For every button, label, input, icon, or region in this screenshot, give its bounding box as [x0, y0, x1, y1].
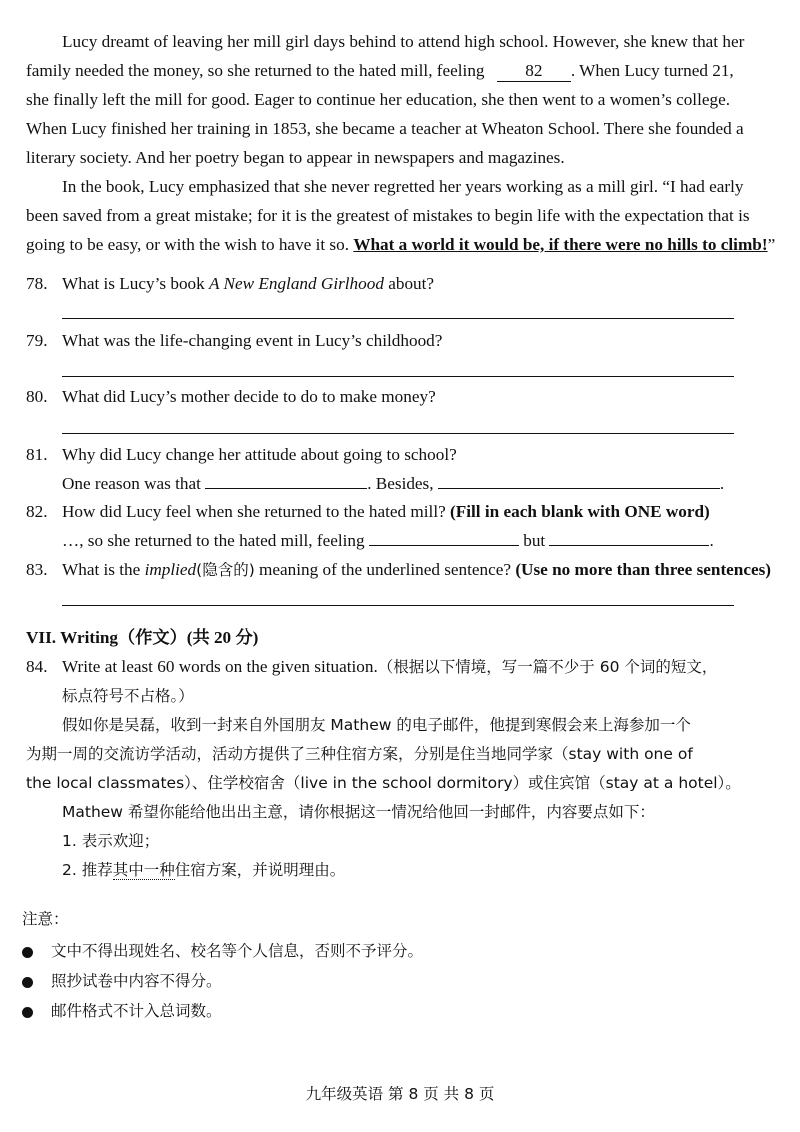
question-text: What is Lucy’s book	[62, 274, 205, 293]
answer-blank-81b[interactable]	[438, 470, 720, 489]
passage-line	[26, 231, 778, 260]
passage-text: going to be easy, or with the wish to have it so.	[26, 235, 350, 254]
notes-text: 照抄试卷中内容不得分。	[51, 972, 222, 990]
section-heading: VII. Writing（作文）(共 20 分)	[26, 628, 259, 647]
underlined-sentence: What a world it would be, if there were no hills to climb!	[353, 235, 768, 254]
question-cn: 标点符号不占格。）	[62, 687, 194, 705]
fill-text: but	[523, 531, 546, 550]
question-78	[26, 270, 778, 299]
question-number: 84.	[26, 657, 48, 676]
question-number: 79.	[26, 331, 48, 350]
question-text: How did Lucy feel when she returned to the hated mill?	[62, 502, 446, 521]
bullet-icon	[22, 977, 33, 988]
situation-text: 为期一周的交流访学活动，活动方提供了三种住宿方案，分别是住当地同学家（stay with one of	[26, 745, 693, 763]
passage-line	[26, 57, 778, 86]
question-82-fill	[62, 527, 778, 556]
page-footer	[0, 1080, 800, 1109]
question-text: What was the life-changing event in Lucy’s childhood?	[62, 331, 443, 350]
question-italic: implied	[144, 560, 197, 579]
passage-text: ”	[767, 235, 776, 254]
passage-line	[62, 173, 778, 202]
situation-line	[26, 769, 778, 798]
section-title	[26, 624, 778, 653]
question-text: about?	[388, 274, 435, 293]
question-83	[26, 556, 778, 585]
passage-line	[62, 28, 778, 57]
notes-text: 邮件格式不计入总词数。	[51, 1002, 222, 1020]
blank-82	[497, 61, 571, 82]
question-number: 80.	[26, 387, 48, 406]
passage-line	[26, 86, 778, 115]
question-number: 78.	[26, 274, 48, 293]
passage-text: Lucy dreamt of leaving her mill girl days behind to attend high school. However, she knew that her	[62, 32, 745, 51]
passage-text: she finally left the mill for good. Eager to continue her education, she then went to a women’s college.	[26, 90, 730, 109]
point-text: 1. 表示欢迎；	[62, 832, 160, 850]
fill-text: One reason was that	[62, 474, 201, 493]
fill-text: .	[719, 474, 725, 493]
question-80	[26, 383, 778, 412]
answer-blank-82a[interactable]	[369, 527, 519, 546]
notes-heading: 注意：	[22, 910, 69, 928]
fill-text: .	[709, 531, 714, 550]
passage-text: been saved from a great mistake; for it is the greatest of mistakes to begin life with the expectation that is	[26, 206, 750, 225]
blank-number: 82	[525, 61, 543, 80]
question-text: What is the	[62, 560, 141, 579]
point-text: 住宿方案，并说明理由。	[174, 861, 346, 879]
question-instruction: (Use no more than three sentences)	[515, 560, 772, 579]
notes-title	[22, 905, 774, 934]
passage-line	[26, 202, 778, 231]
fill-text: …, so she returned to the hated mill, feeling	[62, 531, 365, 550]
situation-text: 假如你是吴磊，收到一封来自外国朋友 Mathew 的电子邮件，他提到寒假会来上海参加一个	[62, 716, 691, 734]
answer-line-80[interactable]	[62, 433, 734, 434]
question-79	[26, 327, 778, 356]
bullet-icon	[22, 947, 33, 958]
question-81	[26, 441, 778, 470]
question-text: Why did Lucy change her attitude about going to school?	[62, 445, 457, 464]
situation-line	[62, 711, 778, 740]
situation-line	[26, 740, 778, 769]
question-text: What did Lucy’s mother decide to do to make money?	[62, 387, 436, 406]
passage-text: . When Lucy turned 21,	[570, 61, 734, 80]
point-1	[62, 827, 778, 856]
book-title: A New England Girlhood	[209, 274, 384, 293]
answer-line-83[interactable]	[62, 605, 734, 606]
question-text: Write at least 60 words on the given situation.	[62, 657, 378, 676]
notes-text: 文中不得出现姓名、校名等个人信息，否则不予评分。	[51, 942, 424, 960]
passage-line	[26, 144, 778, 173]
question-81-fill	[62, 470, 778, 499]
situation-text: Mathew 希望你能给他出出主意，请你根据这一情况给他回一封邮件，内容要点如下：	[62, 803, 655, 821]
passage-line	[26, 115, 778, 144]
answer-blank-82b[interactable]	[549, 527, 709, 546]
notes-item	[22, 997, 782, 1026]
answer-line-78[interactable]	[62, 318, 734, 319]
notes-item	[22, 967, 782, 996]
bullet-icon	[22, 1007, 33, 1018]
situation-line	[62, 798, 778, 827]
question-84-cont	[62, 682, 778, 711]
question-text: meaning of the underlined sentence?	[259, 560, 512, 579]
passage-text: literary society. And her poetry began to appear in newspapers and magazines.	[26, 148, 565, 167]
notes-item	[22, 937, 782, 966]
point-text: 2. 推荐	[62, 861, 113, 879]
question-cn: （根据以下情境，写一篇不少于 60 个词的短文，	[377, 658, 718, 676]
footer-text: 九年级英语 第 8 页 共 8 页	[305, 1085, 495, 1103]
answer-blank-81a[interactable]	[205, 470, 367, 489]
passage-text: family needed the money, so she returned to the hated mill, feeling	[26, 61, 485, 80]
situation-text: the local classmates）、住学校宿舍（live in the school dormitory）或住宾馆（stay at a hotel）。	[26, 774, 741, 792]
answer-line-79[interactable]	[62, 376, 734, 377]
passage-text: In the book, Lucy emphasized that she never regretted her years working as a mill girl. “I had early	[62, 177, 744, 196]
question-number: 81.	[26, 445, 48, 464]
passage-text: When Lucy finished her training in 1853, she became a teacher at Wheaton School. There she founded a	[26, 119, 744, 138]
question-cn-gloss: (隐含的)	[196, 561, 255, 579]
point-emphasis: 其中一种	[112, 861, 175, 879]
question-instruction: (Fill in each blank with ONE word)	[450, 502, 710, 521]
question-84	[26, 653, 778, 682]
question-number: 83.	[26, 560, 48, 579]
point-2	[62, 856, 778, 885]
question-82	[26, 498, 778, 527]
fill-text: . Besides,	[367, 474, 434, 493]
question-number: 82.	[26, 502, 48, 521]
